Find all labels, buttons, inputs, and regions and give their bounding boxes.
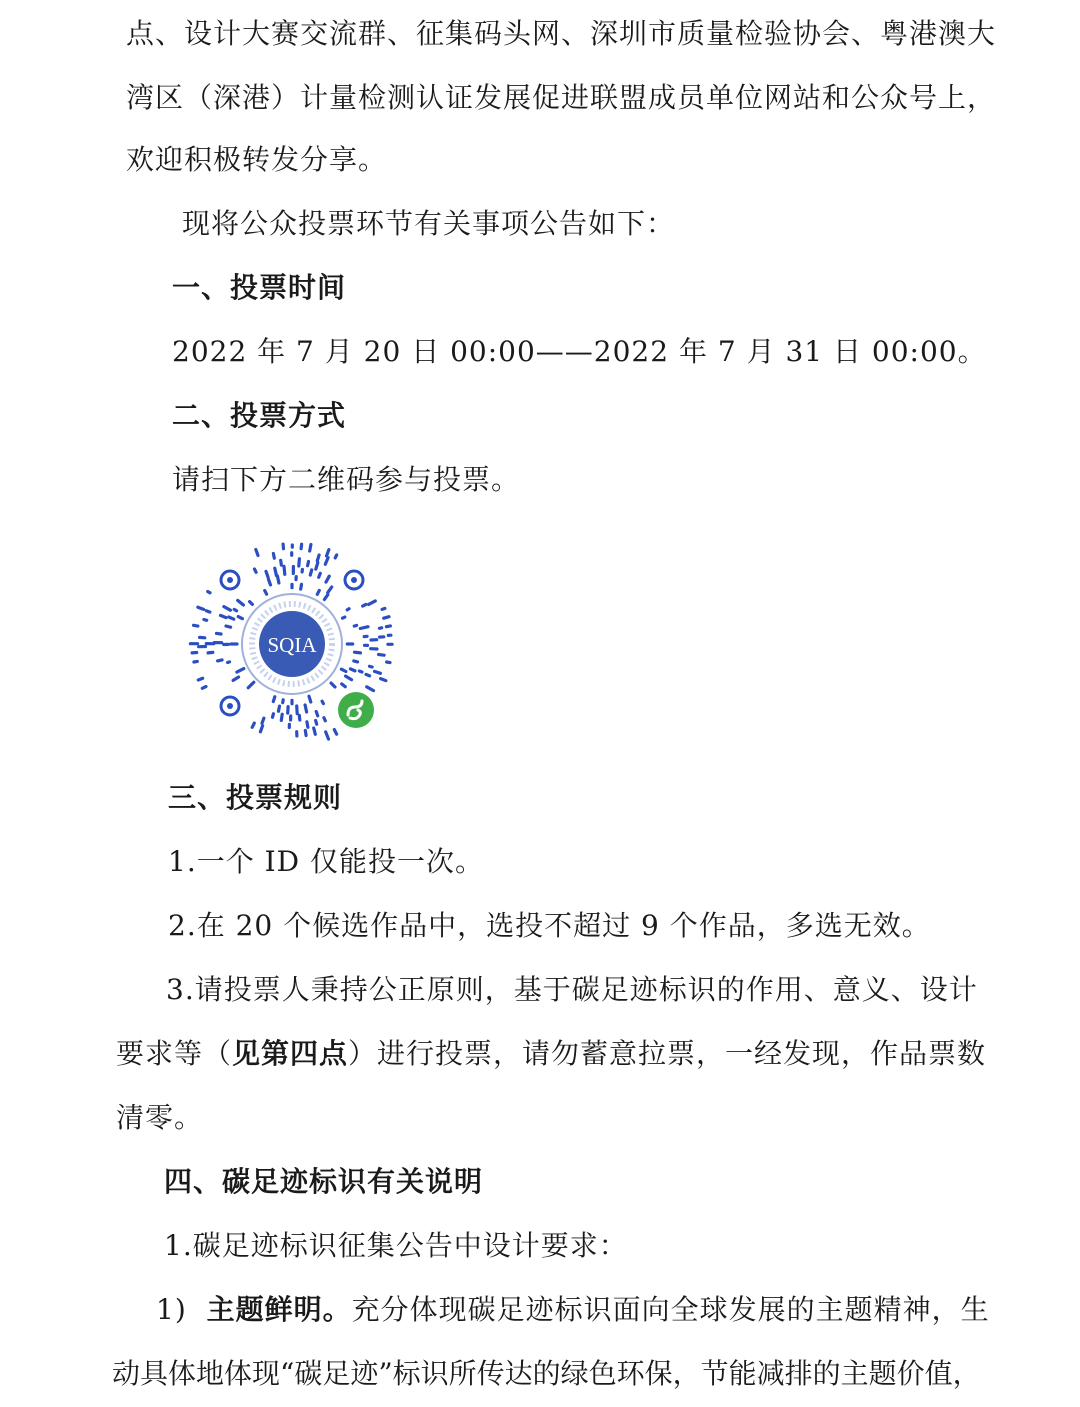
- qr-dash: [354, 661, 358, 662]
- qr-dash: [325, 558, 328, 565]
- qr-dash: [260, 726, 262, 732]
- qr-dash: [273, 554, 274, 559]
- qr-code-graphic: [186, 538, 398, 750]
- qr-dash: [202, 687, 206, 689]
- voting-qr-code[interactable]: [186, 538, 398, 750]
- qr-dash: [370, 666, 373, 667]
- sub-1-text: 充分体现碳足迹标识面向全球发展的主题精神，生: [351, 1293, 990, 1326]
- qr-dash: [350, 669, 355, 671]
- qr-dash: [382, 608, 385, 609]
- qr-dash: [248, 682, 254, 688]
- section-heading-voting-rules: 三、投票规则: [168, 781, 343, 814]
- qr-dash: [379, 655, 385, 656]
- rule-3-line-2: [116, 1034, 986, 1074]
- qr-dash: [328, 587, 332, 593]
- section-heading-carbon-label: 四、碳足迹标识有关说明: [164, 1165, 484, 1198]
- qr-dash: [204, 620, 207, 621]
- qr-dash: [343, 617, 345, 618]
- qr-dash: [297, 706, 298, 714]
- qr-dash: [387, 662, 390, 663]
- qr-dash: [316, 563, 318, 570]
- sqia-logo-text: SQIA: [267, 633, 317, 657]
- qr-dash: [250, 602, 253, 605]
- voting-method-text: 请扫下方二维码参与投票。: [172, 463, 521, 496]
- qr-dash: [317, 555, 319, 561]
- intro-line-2: 湾区（深港）计量检测认证发展促进联盟成员单位网站和公众号上，: [126, 81, 997, 114]
- sqia-logo: [242, 594, 342, 694]
- sub-1-number: 1): [156, 1293, 187, 1326]
- qr-dash: [229, 617, 234, 619]
- qr-dash: [384, 617, 389, 619]
- qr-dash: [268, 579, 270, 585]
- qr-dash: [381, 679, 386, 681]
- qr-dash: [228, 662, 230, 663]
- qr-dash: [316, 721, 317, 725]
- qr-dash: [256, 550, 258, 556]
- qr-dash: [335, 555, 337, 558]
- qr-dash: [252, 723, 254, 727]
- qr-dash: [341, 669, 346, 671]
- qr-dash: [316, 712, 318, 716]
- qr-dash: [301, 584, 302, 589]
- rule-1: 1.一个 ID 仅能投一次。: [168, 845, 485, 878]
- qr-dash: [305, 705, 307, 712]
- section-heading-voting-method: 二、投票方式: [172, 399, 347, 432]
- carbon-item-1: 1.碳足迹标识征集公告中设计要求：: [164, 1229, 628, 1262]
- qr-dash: [324, 595, 327, 600]
- qr-dash: [334, 730, 336, 735]
- qr-dash: [208, 592, 210, 593]
- qr-dash: [198, 678, 202, 680]
- qr-dash: [275, 568, 277, 575]
- carbon-sub-1-line-2: 动具体地体现“碳足迹”标识所传达的绿色环保，节能减排的主题价值，: [112, 1357, 981, 1390]
- qr-dash: [281, 560, 282, 565]
- qr-dash: [224, 607, 231, 611]
- qr-dash: [262, 718, 264, 723]
- qr-dash: [279, 706, 280, 711]
- qr-dash: [299, 715, 300, 720]
- qr-finder-top-left: [221, 571, 239, 589]
- qr-dash: [266, 571, 268, 577]
- qr-dash: [324, 718, 325, 721]
- qr-dash: [317, 590, 319, 594]
- qr-dash: [238, 617, 242, 619]
- qr-dash: [305, 730, 306, 735]
- qr-dash: [299, 559, 300, 566]
- qr-dash: [273, 714, 274, 718]
- qr-dash: [283, 700, 284, 703]
- qr-dash: [366, 674, 370, 676]
- qr-finder-top-right: [345, 571, 363, 589]
- qr-dash: [217, 633, 222, 634]
- qr-dash: [314, 728, 316, 734]
- qr-dash: [322, 701, 323, 703]
- qr-dash: [327, 550, 329, 556]
- qr-dash: [367, 687, 374, 691]
- rule-3-text-a: 要求等（: [116, 1037, 233, 1070]
- qr-dash: [234, 609, 236, 610]
- qr-dash: [359, 671, 362, 672]
- qr-dash: [386, 626, 390, 627]
- qr-dash: [310, 570, 311, 575]
- qr-dash: [355, 652, 361, 653]
- qr-dash: [198, 607, 204, 609]
- qr-dash: [307, 722, 308, 728]
- qr-dash: [221, 615, 227, 617]
- qr-dash: [326, 732, 329, 739]
- qr-dash: [238, 600, 244, 605]
- qr-dash: [206, 611, 210, 612]
- qr-dash: [208, 652, 213, 653]
- voting-time-text: 2022 年 7 月 20 日 00:00——2022 年 7 月 31 日 00:00。: [172, 335, 987, 368]
- qr-finder-bottom-left: [221, 697, 239, 715]
- qr-dash: [281, 714, 282, 720]
- qr-dash: [369, 601, 376, 605]
- qr-dash: [360, 627, 368, 629]
- qr-dash: [342, 684, 346, 687]
- qr-dash: [265, 591, 267, 595]
- rule-3-line-3: 清零。: [116, 1101, 204, 1134]
- qr-dash: [233, 677, 239, 680]
- qr-dash: [273, 697, 275, 702]
- qr-dash: [347, 609, 349, 610]
- qr-dash: [218, 660, 223, 661]
- rule-3-line-1: 3.请投票人秉持公正原则，基于碳足迹标识的作用、意义、设计: [166, 973, 978, 1006]
- section-heading-voting-time: 一、投票时间: [172, 271, 347, 304]
- qr-dash: [226, 626, 231, 627]
- qr-dash: [310, 545, 311, 552]
- qr-dash: [309, 696, 311, 702]
- rule-2: 2.在 20 个候选作品中，选投不超过 9 个作品，多选无效。: [168, 909, 931, 942]
- announce-text: 现将公众投票环节有关事项公告如下：: [182, 207, 676, 240]
- qr-dash: [346, 676, 352, 680]
- qr-dash: [255, 569, 257, 572]
- qr-dash: [237, 669, 244, 673]
- sub-1-bold-title: 主题鲜明。: [206, 1293, 352, 1326]
- intro-line-1: 点、设计大赛交流群、征集码头网、深圳市质量检验协会、粤港澳大: [126, 17, 997, 50]
- qr-dash: [331, 683, 335, 687]
- qr-dash: [194, 661, 197, 662]
- qr-dash: [194, 625, 198, 626]
- carbon-sub-1-line-1: [156, 1290, 990, 1330]
- qr-dash: [326, 576, 329, 582]
- mini-program-badge-icon: [335, 689, 377, 731]
- qr-dash: [363, 604, 366, 606]
- qr-dash: [379, 628, 381, 629]
- qr-dash: [284, 566, 285, 574]
- qr-dash: [375, 671, 381, 673]
- qr-dash: [354, 625, 356, 626]
- rule-3-text-b: ）进行投票，请勿蓄意拉票，一经发现，作品票数: [348, 1037, 987, 1070]
- qr-dash: [301, 544, 302, 549]
- rule-3-bold-ref: 见第四点: [232, 1037, 349, 1070]
- qr-dash: [277, 576, 279, 583]
- qr-dash: [308, 562, 309, 566]
- intro-line-3: 欢迎积极转发分享。: [126, 143, 388, 176]
- qr-dash: [319, 573, 321, 577]
